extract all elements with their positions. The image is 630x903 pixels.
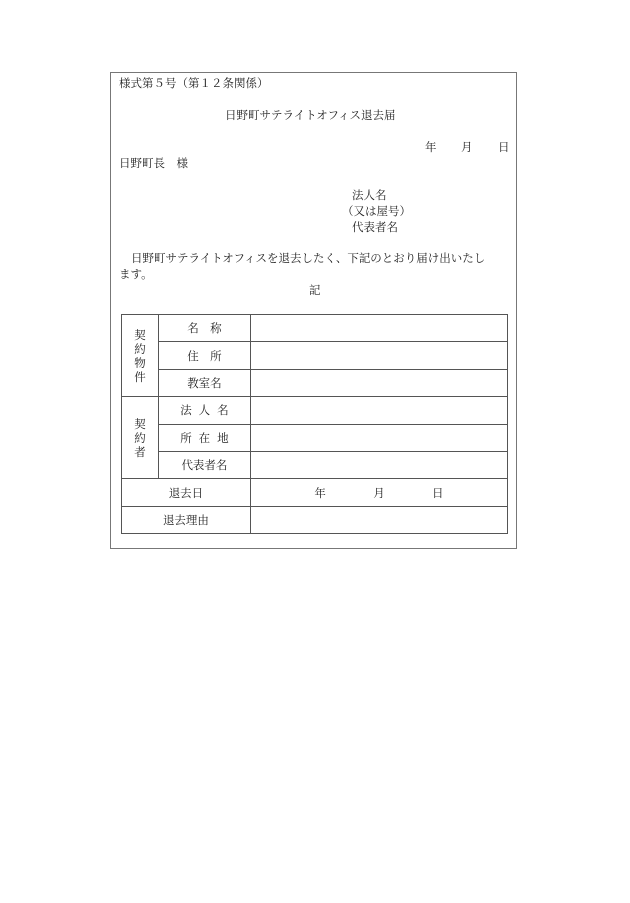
date-year: 年: [425, 140, 437, 154]
form-number: 様式第５号（第１２条関係）: [119, 76, 269, 90]
document-title: 日野町サテライトオフィス退去届: [225, 108, 396, 122]
row-label: 代表者名: [159, 451, 251, 478]
addressee: 日野町長 様: [119, 156, 188, 170]
body-text-line2: ます。: [119, 267, 153, 281]
representative-field[interactable]: [250, 451, 507, 478]
reason-field[interactable]: [250, 506, 507, 533]
move-out-day: 日: [432, 485, 444, 500]
move-out-month: 月: [373, 485, 385, 500]
corp-name-field[interactable]: [250, 397, 507, 424]
move-out-date-field[interactable]: [250, 479, 507, 506]
table-row: [122, 479, 508, 506]
applicant-corp-name: 法人名: [352, 188, 387, 202]
row-label: 名 称: [159, 315, 251, 342]
row-label: 住 所: [159, 342, 251, 369]
body-text-line1: 日野町サテライトオフィスを退去したく、下記のとおり届け出いたし: [131, 251, 486, 265]
address-field[interactable]: [250, 342, 507, 369]
move-out-year: 年: [314, 485, 326, 500]
group-contractor: 契 約 者: [122, 397, 159, 479]
group-contract-property: 契 約 物 件: [122, 315, 159, 397]
row-label: 所在地: [159, 424, 251, 451]
reason-label: 退去理由: [122, 506, 251, 533]
move-out-date-label: 退去日: [122, 479, 251, 506]
table-row: [122, 506, 508, 533]
details-table: [121, 314, 508, 534]
applicant-trade-name: （又は屋号）: [342, 204, 411, 218]
table-row: [122, 397, 508, 424]
row-label: 法人名: [159, 397, 251, 424]
room-name-field[interactable]: [250, 369, 507, 396]
table-row: [122, 424, 508, 451]
date-month: 月: [461, 140, 473, 154]
table-row: [122, 451, 508, 478]
location-field[interactable]: [250, 424, 507, 451]
table-row: [122, 342, 508, 369]
row-label: 教室名: [159, 369, 251, 396]
table-row: [122, 315, 508, 342]
applicant-representative: 代表者名: [352, 220, 398, 234]
table-row: [122, 369, 508, 396]
name-field[interactable]: [250, 315, 507, 342]
ki-heading: 記: [309, 283, 321, 297]
date-day: 日: [498, 140, 510, 154]
